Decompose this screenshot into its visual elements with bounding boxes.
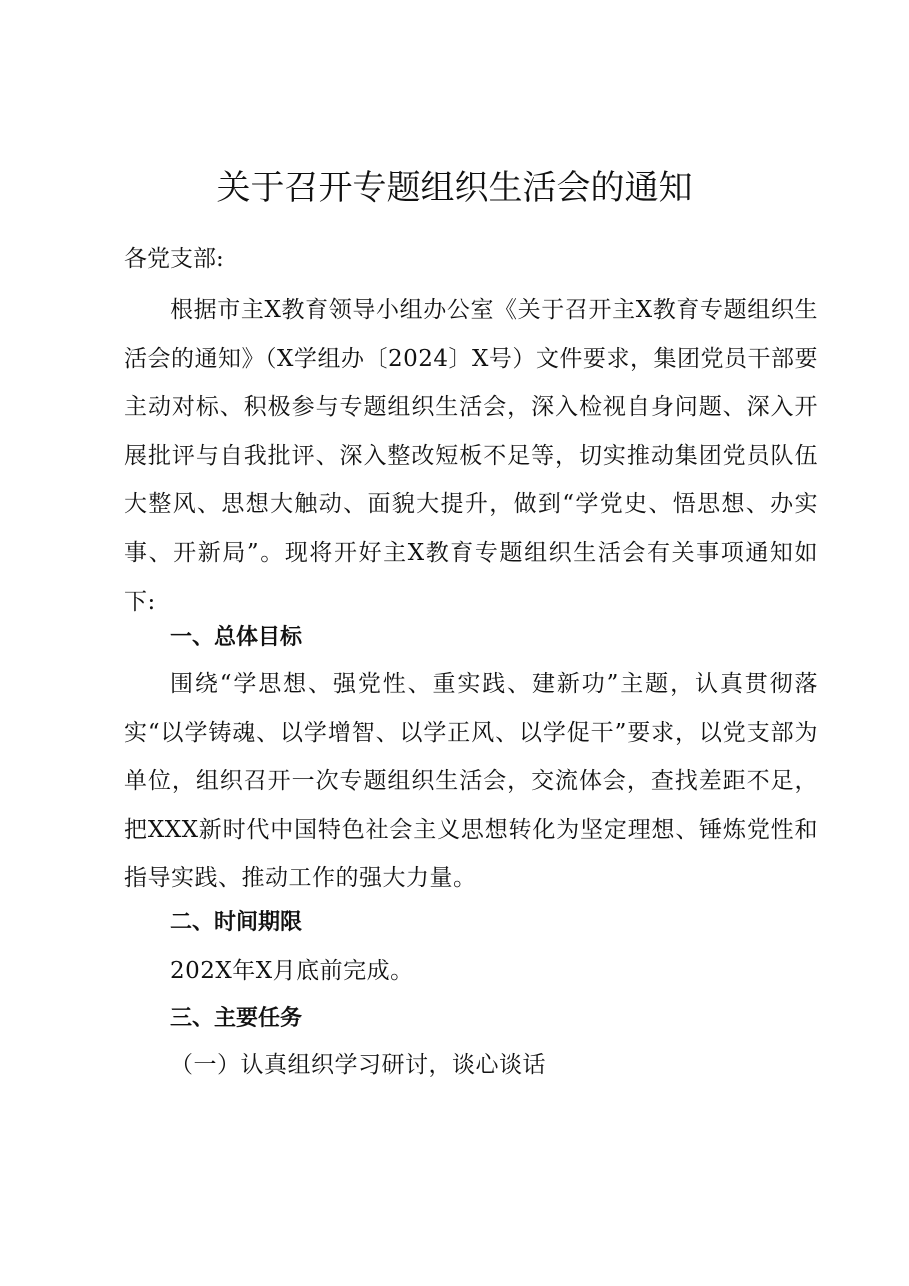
document-title: 关于召开专题组织生活会的通知 [216,168,693,208]
paragraph-goals: 围绕“学思想、强党性、重实践、建新功”主题，认真贯彻落实“以学铸魂、以学增智、以学正风、以学促干”要求，以党支部为单位，组织召开一次专题组织生活会，交流体会，查找差距不足，把XXX新时代中国特色社会主义思想转化为坚定理想、锤炼党性和指导实践、推动工作的强大力量。 [124,671,818,892]
salutation: 各党支部: [124,246,224,272]
paragraph-deadline: 202X年X月底前完成。 [170,958,414,984]
paragraph-intro: 根据市主X教育领导小组办公室《关于召开主X教育专题组织生活会的通知》（X学组办〔2024〕X号）文件要求，集团党员干部要主动对标、积极参与专题组织生活会，深入检视自身问题、深入开展批评与自我批评、深入整改短板不足等，切实推动集团党员队伍大整风、思想大触动、面貌大提升，做到“学党史、悟思想、办实事、开新局”。现将开好主X教育专题组织生活会有关事项通知如下: [124,297,818,615]
subsection-heading-study: （一）认真组织学习研讨，谈心谈话 [170,1052,546,1078]
section-heading-deadline: 二、时间期限 [170,910,303,935]
section-heading-tasks: 三、主要任务 [170,1006,303,1031]
section-heading-goals: 一、总体目标 [170,625,303,650]
